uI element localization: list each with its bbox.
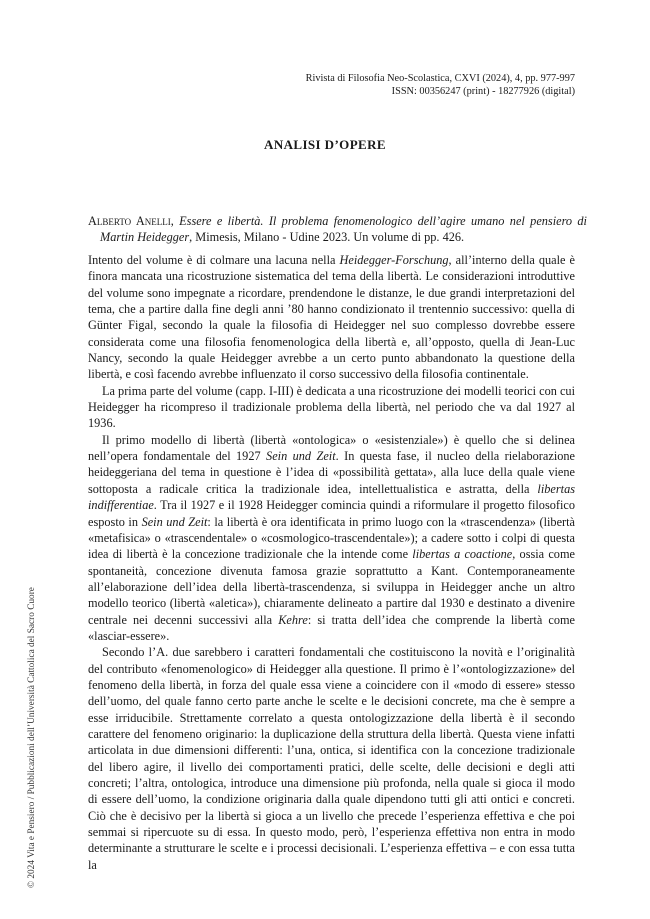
- citation-publication: , Mimesis, Milano - Udine 2023. Un volume di pp. 426.: [189, 230, 465, 245]
- section-title: ANALISI D’OPERE: [264, 137, 386, 152]
- paragraph-1: [88, 252, 575, 383]
- citation-author: Alberto Anelli: [88, 214, 171, 228]
- paragraph-3: [88, 432, 575, 644]
- p3-text-k: : si tratta dell’idea che comprende la libertà come «lasciar-essere».: [88, 612, 575, 643]
- paragraph-2: La prima parte del volume (capp. I-III) è dedicata a una ricostruzione dei modelli teorici con cui Heidegger ha ricompreso il tradizionale problema della libertà, nel periodo che va dal 1927 al 1936.: [88, 383, 575, 431]
- p3-text-c: . In questa fase, il nucleo della rielaborazione heideggeriana del tema in questione è l’idea di «possibilità gettata», alla luce della quale viene sottoposta a radicale critica la tradizionale idea, intellettualistica e astratta, della: [88, 449, 575, 496]
- journal-citation-line: Rivista di Filosofia Neo-Scolastica, CXVI (2024), 4, pp. 977-997: [305, 73, 575, 84]
- citation-work-title: Essere e libertà. Il problema fenomenologico dell’agire umano nel pensiero di Martin Heidegger: [100, 214, 587, 245]
- journal-header: [306, 72, 575, 98]
- p3-italic-libertas-a-coactione: libertas a coactione: [412, 547, 513, 562]
- copyright-sidebar: © 2024 Vita e Pensiero / Pubblicazioni dell’Università Cattolica del Sacro Cuore: [27, 587, 37, 888]
- p3-italic-sein-und-zeit: Sein und Zeit: [266, 449, 336, 464]
- p3-italic-sein-und-zeit-2: Sein und Zeit: [141, 514, 208, 529]
- p3-text-e: . Tra il 1927 e il 1928 Heidegger comincia quindi a riformulare il progetto filosofico esposto in: [88, 498, 575, 529]
- book-citation: Alberto Anelli, Essere e libertà. Il problema fenomenologico dell’agire umano nel pensiero di Martin Heidegger, Mimesis, Milano - Udine 2023. Un volume di pp. 426.: [88, 214, 587, 245]
- paragraph-4: Secondo l’A. due sarebbero i caratteri fondamentali che costituiscono la novità e l’originalità del contributo «fenomenologico» di Heidegger alla questione. Il primo è l’«ontologizzazione» del fenomeno della libertà, in forza del quale essa viene a coincidere con il «modo di essere» stesso dell’uomo, del quale fanno certo parte anche le scelte e le decisioni concrete, ma che è sempre a esse irriducibile. Strettamente correlato a questa ontologizzazione della libertà è il secondo carattere del fenomeno originario: la duplicazione della struttura della libertà. Questa viene infatti articolata in due dimensioni differenti: l’una, ontica, si identifica con la concezione tradizionale del libero agire, il livello dei comportamenti pratici, delle scelte, delle decisioni e degli atti concreti; l’altra, ontologica, introduce una dimensione più profonda, nella quale si gioca il modo di essere dell’uomo, la condizione originaria dalla quale dipendono tutti gli atti ontici e concreti. Ciò che è decisivo per la libertà si gioca a un livello che precede l’esperienza effettiva e che poi semmai si ripercuote su di essa. In questo modo, però, l’esperienza effettiva non entra in modo determinante a strutturare le scelte e i processi decisionali. L’esperienza effettiva – e con essa tutta la: [88, 645, 575, 872]
- issn-line: ISSN: 00356247 (print) - 18277926 (digital): [391, 86, 575, 97]
- p1-text-a: Intento del volume è di colmare una lacuna nella: [88, 253, 340, 267]
- p3-text-a: Il primo modello di libertà (libertà «ontologica» o «esistenziale») è quello che si delinea nell’opera fondamentale del 1927: [88, 432, 575, 464]
- p3-text-g: : la libertà è ora identificata in primo luogo con la «trascendenza» (libertà «metafisica» o «trascendentale» o «cosmologico-trascendentale»); a cadere sotto i colpi di questa idea di libertà è la concezione tradizionale che la intende come: [88, 514, 575, 562]
- review-body: [88, 252, 575, 873]
- p3-italic-kehre: Kehre: [278, 612, 308, 627]
- p1-italic-term: Heidegger-Forschung: [339, 253, 449, 267]
- p3-italic-libertas-indifferentiae: libertas indifferentiae: [88, 481, 575, 513]
- p3-text-i: , ossia come spontaneità, concezione divenuta famosa grazie soprattutto a Kant. Contemporaneamente all’elaborazione dell’idea della libertà-trascendenza, si sviluppa in Heidegger anche un altro modello teorico (libertà «aletica»), chiaramente delineato a partire dal 1930 e destinato a divenire centrale nei decenni successivi alla: [88, 547, 575, 627]
- p1-text-c: , all’interno della quale è finora mancata una ricostruzione sistematica del tema della libertà. Le considerazioni introduttive del volume sono impegnate a ricordare, prendendone le distanze, le due grandi interpretazioni del tema, che a partire dalla fine degli anni ’80 hanno condizionato il trentennio successivo: quella di Günter Figal, secondo la quale la filosofia di Heidegger nel suo complesso dovrebbe essere considerata come una filosofia fenomenologica della libertà e, all’opposto, quella di Jean-Luc Nancy, secondo la quale Heidegger avrebbe a un certo punto abbandonato la questione della libertà, e così facendo avrebbe influenzato il corso successivo della filosofia continentale.: [88, 253, 575, 382]
